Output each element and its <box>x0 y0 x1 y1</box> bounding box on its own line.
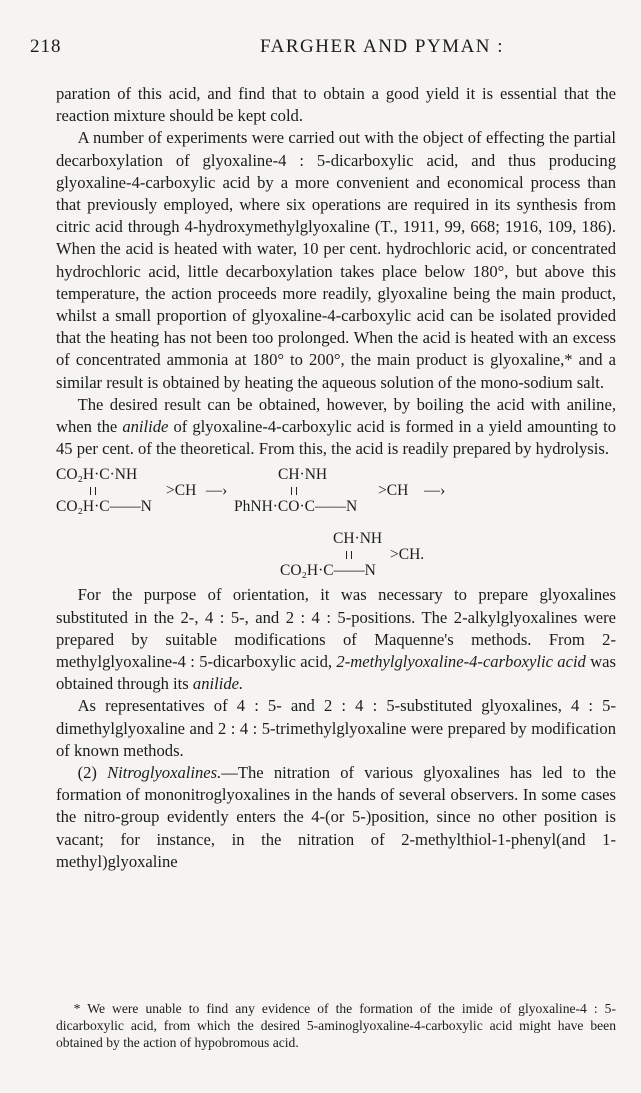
molecule-2-ch: >CH <box>378 482 409 500</box>
paragraph-6 <box>56 762 616 873</box>
paragraph-6-text: —The nitration of various glyoxalines has led to the formation of mononitroglyoxalines in the hands of several observers. In some cases the nitro-group evidently enters the 4-(or 5-)position, since no other position is vacant; for instance, in the nitration of 2-methylthiol-1-phenyl(and 1-methyl)glyoxaline <box>56 763 616 871</box>
double-bond <box>346 551 352 559</box>
running-head: FARGHER AND PYMAN : <box>260 36 505 57</box>
molecule-3-top: CH·NH <box>333 530 383 548</box>
paragraph-2: A number of experiments were carried out with the object of effecting the partial decarboxylation of glyoxaline-4 : 5-dicarboxylic acid, and thus producing glyoxaline-4-carboxylic acid by a more convenient and economical process than that previously employed, where six operations are required in its synthesis from citric acid through 4-hydroxymethylglyoxaline (T., 1911, 99, 668; 1916, 109, 186). When the acid is heated with water, 10 per cent. hydrochloric acid, or concentrated hydrochloric acid, little decarboxylation takes place below 180°, but above this temperature, the action proceeds more readily, glyoxaline being the main product, whilst a small proportion of glyoxaline-4-carboxylic acid can be isolated provided that the heating has not been too prolonged. When the acid is heated with an excess of concentrated ammonia at 180° to 200°, the main product is glyoxaline,* and a similar result is obtained by heating the aqueous solution of the mono-sodium salt. <box>56 128 616 392</box>
page-header <box>30 36 611 60</box>
anilide-term: anilide. <box>192 674 244 694</box>
body-text <box>56 83 616 873</box>
paragraph-5: As representatives of 4 : 5- and 2 : 4 : 5-substituted glyoxalines, 4 : 5-dimethylglyoxaline and 2 : 4 : 5-trimethylglyoxaline were prepared by modification of known methods. <box>56 696 616 760</box>
footnote: * We were unable to find any evidence of the formation of the imide of glyoxaline-4 : 5-dicarboxylic acid, from which the desired 5-aminoglyoxaline-4-carboxylic acid might have been obtained by the action of hypobromous acid. <box>56 1001 616 1050</box>
paragraph-3-text-a: The desired result can be obtained, however, by boiling the acid with aniline, when the <box>56 394 616 437</box>
molecule-2-bottom: PhNH·CO·C——N <box>234 498 358 516</box>
reaction-scheme <box>56 462 616 580</box>
page-number: 218 <box>30 36 62 57</box>
paragraph-3 <box>56 394 616 461</box>
molecule-2-top: CH·NH <box>278 466 328 484</box>
double-bond <box>90 487 96 495</box>
molecule-1-bottom: CO₂H·C——N <box>56 498 152 516</box>
molecule-1-top: CO₂H·C·NH <box>56 466 138 484</box>
molecule-3-ch: >CH. <box>390 546 425 564</box>
paragraph-4 <box>56 584 616 695</box>
molecule-3-bottom: CO₂H·C——N <box>280 562 376 580</box>
double-bond <box>291 487 297 495</box>
molecule-1-ch: >CH <box>166 482 197 500</box>
paragraph-4-text-b: was obtained through its <box>56 652 616 694</box>
reaction-arrow-1: —› <box>206 482 228 500</box>
paragraph-4-text-a: For the purpose of orientation, it was necessary to prepare glyoxalines substituted in the 2-, 4 : 5-, and 2 : 4 : 5-positions. The 2-alkylglyoxalines were prepared by suitable modifications of Maquenne's methods. From 2-methylglyoxaline-4 : 5-dicarboxylic acid, <box>56 585 616 672</box>
section-title: Nitroglyoxalines. <box>107 763 222 783</box>
compound-name: 2-methylglyoxaline-4-carboxylic acid <box>336 652 586 672</box>
reaction-arrow-2: —› <box>424 482 446 500</box>
paragraph-3-text-b: of glyoxaline-4-carboxylic acid is formed in a yield amounting to 45 per cent. of the theoretical. From this, the acid is readily prepared by hydrolysis. <box>56 417 616 459</box>
section-number: (2) <box>77 763 97 783</box>
paragraph-1: paration of this acid, and find that to obtain a good yield it is essential that the reaction mixture should be kept cold. <box>56 84 616 126</box>
anilide-term: anilide <box>122 417 169 437</box>
